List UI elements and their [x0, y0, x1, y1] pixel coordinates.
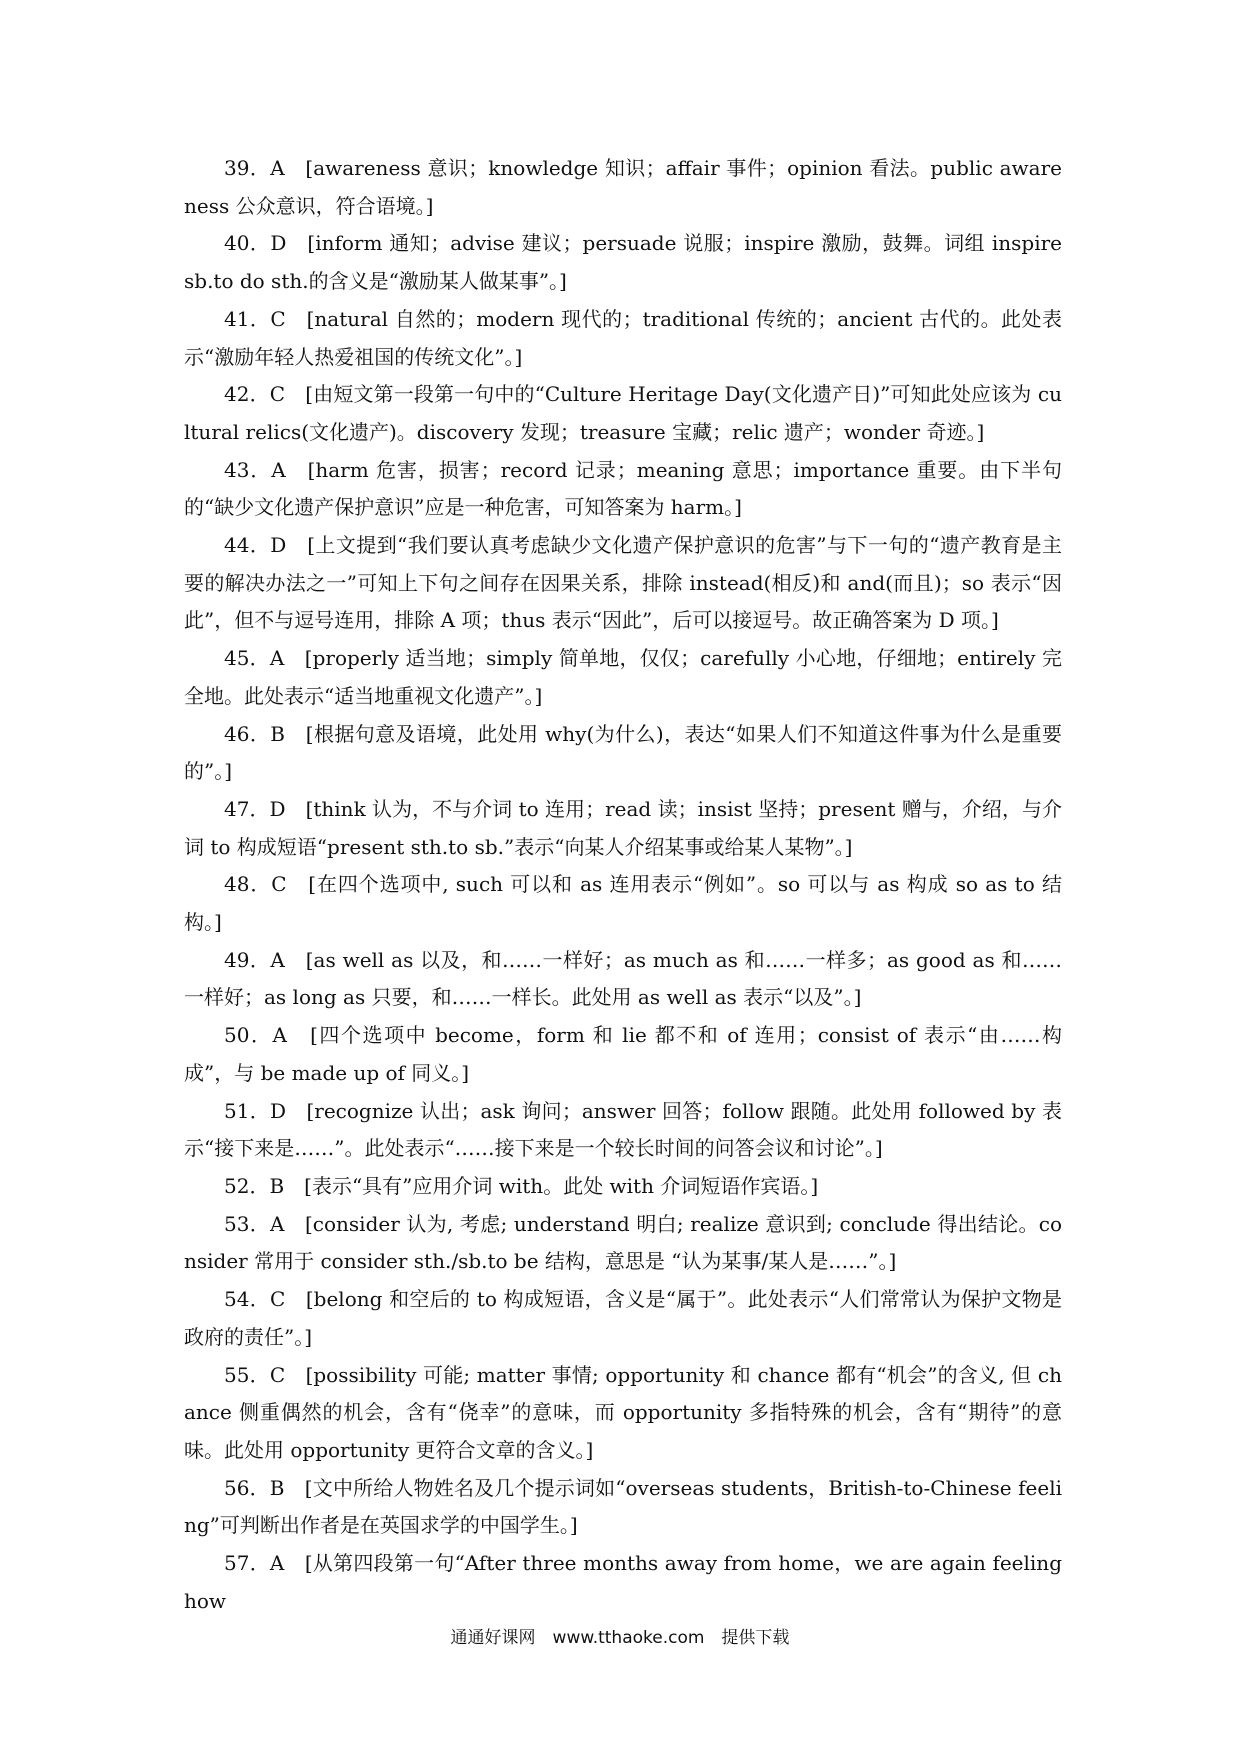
answer-53: 53．A [consider 认为, 考虑; understand 明白; realize 意识到; conclude 得出结论。consider 常用于 consider sth./sb.to be 结构，意思是 “认为某事/某人是……”。]: [184, 1211, 1062, 1274]
answer-44: 44．D [上文提到“我们要认真考虑缺少文化遗产保护意识的危害”与下一句的“遗产教育是主要的解决办法之一”可知上下句之间存在因果关系，排除 instead(相反)和 and(而且)；so 表示“因此”，但不与逗号连用，排除 A 项；thus 表示“因此”，后可以接逗号。故正确答案为 D 项。]: [184, 533, 1062, 633]
answer-39: 39．A [awareness 意识；knowledge 知识；affair 事件；opinion 看法。public awareness 公众意识，符合语境。]: [184, 156, 1062, 218]
answer-41: 41．C [natural 自然的；modern 现代的；traditional 传统的；ancient 古代的。此处表示“激励年轻人热爱祖国的传统文化”。]: [184, 306, 1062, 369]
answer-51: 51．D [recognize 认出；ask 询问；answer 回答；follow 跟随。此处用 followed by 表示“接下来是……”。此处表示“……接下来是一个较长时间的问答会议和讨论”。]: [184, 1098, 1062, 1161]
answer-47: 47．D [think 认为，不与介词 to 连用；read 读；insist 坚持；present 赠与，介绍，与介词 to 构成短语“present sth.to sb.”表示“向某人介绍某事或给某人某物”。]: [184, 796, 1062, 859]
answer-56: 56．B [文中所给人物姓名及几个提示词如“overseas students，British-to-Chinese feeling”可判断出作者是在英国求学的中国学生。]: [184, 1475, 1062, 1538]
answer-45: 45．A [properly 适当地；simply 简单地，仅仅；carefully 小心地，仔细地；entirely 完全地。此处表示“适当地重视文化遗产”。]: [184, 646, 1062, 708]
answer-48: 48．C [在四个选项中, such 可以和 as 连用表示“例如”。so 可以与 as 构成 so as to 结构。]: [184, 872, 1062, 935]
answer-list: [184, 150, 1062, 1620]
answer-43: 43．A [harm 危害，损害；record 记录；meaning 意思；importance 重要。由下半句的“缺少文化遗产保护意识”应是一种危害，可知答案为 harm。]: [184, 457, 1062, 520]
answer-42: 42．C [由短文第一段第一句中的“Culture Heritage Day(文化遗产日)”可知此处应该为 cultural relics(文化遗产)。discovery 发现；treasure 宝藏；relic 遗产；wonder 奇迹。]: [184, 382, 1062, 444]
answer-52: 52．B [表示“具有”应用介词 with。此处 with 介词短语作宾语。]: [224, 1173, 819, 1198]
answer-40: 40．D [inform 通知；advise 建议；persuade 说服；inspire 激励，鼓舞。词组 inspire sb.to do sth.的含义是“激励某人做某事”。]: [184, 231, 1062, 294]
answer-49: 49．A [as well as 以及，和……一样好；as much as 和……一样多；as good as 和……一样好；as long as 只要，和……一样长。此处用 as well as 表示“以及”。]: [184, 947, 1062, 1010]
answer-54: 54．C [belong 和空后的 to 构成短语，含义是“属于”。此处表示“人们常常认为保护文物是政府的责任”。]: [184, 1287, 1062, 1349]
answer-50: 50．A [四个选项中 become，form 和 lie 都不和 of 连用；consist of 表示“由……构成”，与 be made up of 同义。]: [184, 1023, 1062, 1085]
answer-46: 46．B [根据句意及语境，此处用 why(为什么)，表达“如果人们不知道这件事为什么是重要的”。]: [184, 721, 1062, 784]
answer-57: 57．A [从第四段第一句“After three months away from home，we are again feeling how: [184, 1551, 1062, 1613]
page-footer: 通通好课网 www.tthaoke.com 提供下载: [450, 1628, 790, 1648]
answer-55: 55．C [possibility 可能; matter 事情; opportunity 和 chance 都有“机会”的含义, 但 chance 侧重偶然的机会，含有“侥幸”的意味，而 opportunity 多指特殊的机会，含有“期待”的意味。此处用 opportunity 更符合文章的含义。]: [184, 1362, 1062, 1462]
